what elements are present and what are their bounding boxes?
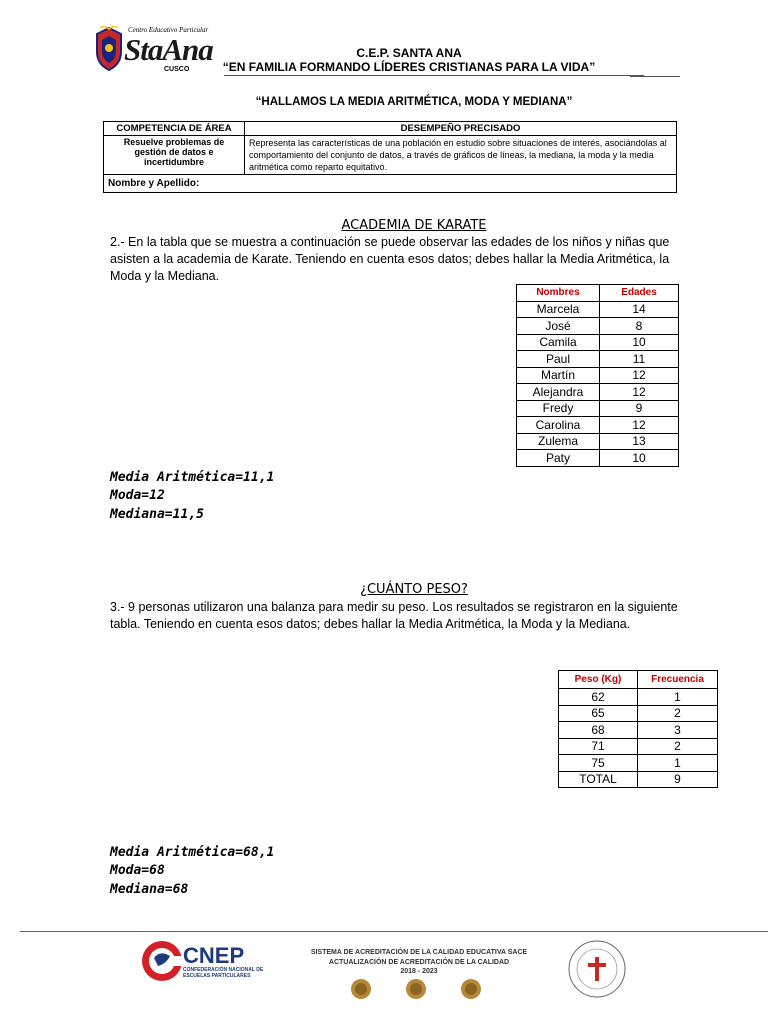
section1-cell: Martín [517,367,600,384]
table-row [559,722,718,739]
section2-media: Media Aritmética=68,1 [110,845,275,860]
section1-mediana: Mediana=11,5 [110,507,204,522]
table-row [517,400,679,417]
award-medal-icon [460,978,482,1000]
section2-cell: 1 [638,755,718,772]
section1-cell: 12 [600,384,679,401]
section1-media: Media Aritmética=11,1 [110,470,275,485]
competence-area-header: COMPETENCIA DE ÁREA [104,122,245,136]
section1-cell: 9 [600,400,679,417]
section2-cell: 9 [638,771,718,788]
section1-cell: 8 [600,318,679,335]
section2-cell: 68 [559,722,638,739]
award-medal-icon [350,978,372,1000]
logo-city: CUSCO [164,66,190,73]
section1-cell: 11 [600,351,679,368]
table-row [559,689,718,706]
weight-frequency-table [558,670,718,788]
competence-table [103,121,677,193]
table-header-ages: Edades [600,285,679,302]
section1-cell: Paul [517,351,600,368]
section1-cell: Alejandra [517,384,600,401]
section1-cell: 14 [600,301,679,318]
logo-small-text: Centro Educativo Particular [128,26,209,34]
section2-mediana: Mediana=68 [110,882,189,897]
section2-cell: TOTAL [559,771,638,788]
table-row [517,417,679,434]
karate-table-body [517,301,679,466]
section2-cell: 2 [638,738,718,755]
school-name: C.E.P. SANTA ANA [356,46,462,60]
header-divider-tail [630,76,680,77]
section1-cell: Camila [517,334,600,351]
section1-cell: 10 [600,334,679,351]
section1-cell: José [517,318,600,335]
table-row [517,351,679,368]
seal-icon [567,939,627,999]
section2-cell: 75 [559,755,638,772]
student-name-field[interactable]: Nombre y Apellido: [104,175,677,193]
section1-cell: 12 [600,367,679,384]
table-header-weight: Peso (Kg) [559,671,638,689]
section1-cell: Carolina [517,417,600,434]
section2-cell: 71 [559,738,638,755]
logo-wordmark: StaAna [124,32,213,67]
section2-title: ¿CUÁNTO PESO? [360,582,468,597]
table-row [517,433,679,450]
section1-cell: 13 [600,433,679,450]
performance-header: DESEMPEÑO PRECISADO [245,122,677,136]
section2-cell: 1 [638,689,718,706]
table-row [559,755,718,772]
section1-title: ACADEMIA DE KARATE [341,218,487,233]
section1-cell: 10 [600,450,679,467]
table-row [559,738,718,755]
table-row [559,705,718,722]
karate-ages-table [516,284,679,467]
section1-cell: Marcela [517,301,600,318]
weight-table-body [559,689,718,788]
table-row [517,334,679,351]
footer-line3: 2018 - 2023 [400,968,438,975]
cnep-subtitle: CONFEDERACIÓN NACIONAL DE ESCUELAS PARTICULARES [183,967,264,979]
section2-cell: 65 [559,705,638,722]
section2-moda: Moda=68 [110,863,165,878]
cnep-wordmark: CNEP [183,943,245,968]
table-header-names: Nombres [517,285,600,302]
section1-cell: Zulema [517,433,600,450]
table-row [517,301,679,318]
section1-cell: 12 [600,417,679,434]
section1-cell: Paty [517,450,600,467]
footer-line2: ACTUALIZACIÓN DE ACREDITACIÓN DE LA CALIDAD [328,959,510,966]
section2-cell: 2 [638,705,718,722]
table-row [517,450,679,467]
cnep-emblem-icon [140,938,184,984]
section1-text: 2.- En la tabla que se muestra a continuación se puede observar las edades de los niños y niñas que asisten a la academia de Karate. Teniendo en cuenta esos datos; debes hallar la Media Aritmética, la Moda y la Mediana. [110,235,670,283]
performance-description: Representa las características de una población en estudio sobre situaciones de interés, asociándolas al comportamiento del conjunto de datos, a través de gráficos de líneas, la mediana, la moda y la media aritmética como reparto equitativo. [245,136,677,175]
header-divider [224,75,644,76]
table-row [559,771,718,788]
section2-cell: 3 [638,722,718,739]
footer-divider [20,931,768,932]
table-row [517,318,679,335]
competence-area: Resuelve problemas de gestión de datos e incertidumbre [104,136,245,175]
section1-cell: Fredy [517,400,600,417]
award-medal-icon [405,978,427,1000]
worksheet-title: “HALLAMOS LA MEDIA ARITMÉTICA, MODA Y MEDIANA” [255,96,573,108]
table-row [517,367,679,384]
table-header-frequency: Frecuencia [638,671,718,689]
section2-text: 3.- 9 personas utilizaron una balanza para medir su peso. Los resultados se registraron en la siguiente tabla. Teniendo en cuenta esos datos; debes hallar la Media Aritmética, la Moda y la Mediana. [110,600,678,631]
table-row [517,384,679,401]
school-motto: “EN FAMILIA FORMANDO LÍDERES CRISTIANAS PARA LA VIDA” [222,60,596,74]
section1-moda: Moda=12 [110,488,165,503]
footer-line1: SISTEMA DE ACREDITACIÓN DE LA CALIDAD EDUCATIVA SACE [310,949,528,956]
section2-cell: 62 [559,689,638,706]
